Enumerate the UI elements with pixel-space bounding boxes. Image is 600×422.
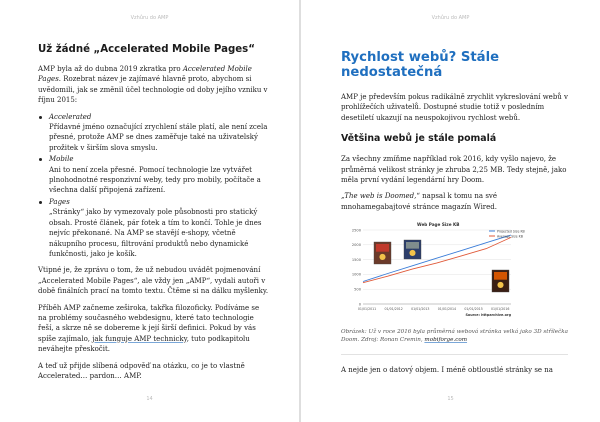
y-tick-label: 2000 (351, 243, 361, 248)
running-head: Vzhůru do AMP (130, 15, 169, 21)
list-term: Accelerated (49, 112, 92, 121)
paragraph: A nejde jen o datový objem. I méně obtloustlé stránky se na (341, 366, 553, 375)
doom-thumbnail-3-figure (497, 282, 503, 288)
paragraph-text: , tuto podkapitolu neváhejte přeskočit. (38, 334, 250, 354)
x-tick-label: 01/01/2011 (357, 307, 377, 312)
right-content (341, 50, 568, 382)
right-page (301, 0, 600, 422)
y-tick-label: 2500 (351, 228, 361, 233)
y-tick-label: 1000 (351, 272, 361, 277)
doom-thumbnail-1-figure (379, 254, 385, 260)
doom-thumbnail-1-art (376, 244, 389, 252)
chapter-heading: Rychlost webů? Stále nedostatečná (341, 50, 500, 80)
list-term: Mobile (49, 155, 74, 164)
list-term: Pages (49, 197, 70, 206)
running-head: Vzhůru do AMP (431, 15, 470, 21)
paragraph: A teď už přijde slíbená odpověď na otázku, co je to vlastně Accelerated… pardon… AMP. (38, 361, 245, 380)
x-tick-label: 01/01/2015 (464, 307, 483, 312)
chart-source: Source: httparchive.org (465, 313, 511, 318)
definition-list (38, 112, 269, 260)
left-content (38, 44, 269, 387)
page-number: 15 (447, 396, 454, 402)
intro-text-b: . Rozebrat název je zajímavé hlavně proto, abychom si uvědomili, jak se změnil účel technologie od doby jejího vzniku v říjnu 2015: (38, 75, 268, 105)
legend-label: Average Size KB (497, 234, 523, 239)
intro-emphasis: Accelerated Mobile Pages (38, 65, 252, 84)
list-definition: „Stránky“ jako by vymezovaly pole působnosti pro statický obsah. Prosté článek, pár fotek a tím to končí. Tohle je dnes nejvíc překonané. Na AMP se stavějí e-shopy, včetně nákupního procesu, filtrování produktů nebo dynamické funkčnosti, jako je košík. (49, 208, 262, 258)
list-definition: Ani to není zcela přesné. Pomocí technologie lze vytvářet plnohodnotné responzivní weby, tedy pro mobily, počítače a všechna další připojená zařízení. (49, 165, 261, 195)
paragraph-text: Příběh AMP začneme zeširoka, takřka filozoficky. Podíváme se na problémy současného webdesignu, které tato technologie řeší, a skrze ně se dobereme k její širší definici. Pokud by vás spíše zajímalo, (38, 303, 260, 343)
left-page (0, 0, 299, 422)
intro-paragraph (38, 64, 269, 106)
paragraph: Za všechny zmíňme například rok 2016, kdy vyšlo najevo, že průměrná velikost stránky je zhruba 2,25 MB. Tedy stejně, jako měla první vydání legendární hry Doom. (341, 155, 567, 185)
y-tick-label: 500 (354, 287, 361, 292)
list-item (49, 112, 269, 154)
chart-title: Web Page Size KB (417, 222, 460, 228)
x-tick-label: 01/01/2016 (491, 307, 510, 312)
x-tick-label: 01/01/2012 (384, 307, 403, 312)
paragraph: Vtipné je, že zprávu o tom, že už nebudou uvádět pojmenování „Accelerated Mobile Pages“, ale vždy jen „AMP“, vydali autoři v době finálních prací na tomto textu. Čtěme si na dálku myšlenky. (38, 266, 269, 296)
bullet-icon (39, 201, 42, 204)
doom-thumbnail-3-art (494, 272, 507, 280)
divider (341, 354, 568, 355)
x-tick-label: 01/01/2013 (411, 307, 430, 312)
page-number: 14 (146, 396, 153, 402)
technical-link[interactable]: jak funguje AMP technicky (92, 334, 187, 343)
quote-text: “ napsal k tomu na své mnohamegabajtové stránce magazín Wired. (341, 192, 498, 211)
section-heading: Už žádné „Accelerated Mobile Pages“ (38, 44, 255, 55)
x-tick-label: 01/01/2014 (437, 307, 457, 312)
quote-paragraph (341, 191, 568, 212)
figure-caption (341, 328, 568, 344)
bullet-icon (39, 158, 42, 161)
y-tick-label: 0 (358, 302, 361, 307)
chart-svg (341, 218, 537, 323)
list-item (49, 154, 269, 196)
paragraph (38, 303, 269, 355)
intro-paragraph: AMP je především pokus radikálně zrychlit vykreslování webů v prohlížečích uživatelů. Dostupné studie totiž v posledním desetiletí ukazují na neuspokojivou rychlost webů. (341, 93, 568, 122)
subheading: Většina webů je stále pomalá (341, 133, 497, 145)
y-tick-label: 1500 (351, 258, 361, 263)
doom-thumbnail-2-figure (409, 250, 415, 256)
quote-emphasis: „The web is Doomed, (341, 192, 417, 201)
legend-label: Projected Size KB (497, 229, 525, 234)
bullet-icon (39, 116, 42, 119)
source-link[interactable]: mobiforge.com (424, 337, 468, 344)
list-item (49, 197, 269, 259)
doom-thumbnail-2-art (406, 242, 419, 249)
intro-text-a: AMP byla až do dubna 2019 zkratka pro (38, 65, 183, 73)
caption-text: Obrázek: Už v roce 2016 byla průměrná webová stránka velká jako 3D střílečka Doom. Zdroj: Ronan Cremin, (341, 329, 568, 344)
list-definition: Přídavné jméno označující zrychlení stále platí, ale není zcela přesné, protože AMP se dnes zaměřuje také na uživatelský prožitek v širším slova smyslu. (49, 123, 268, 152)
page-size-chart (341, 218, 537, 323)
